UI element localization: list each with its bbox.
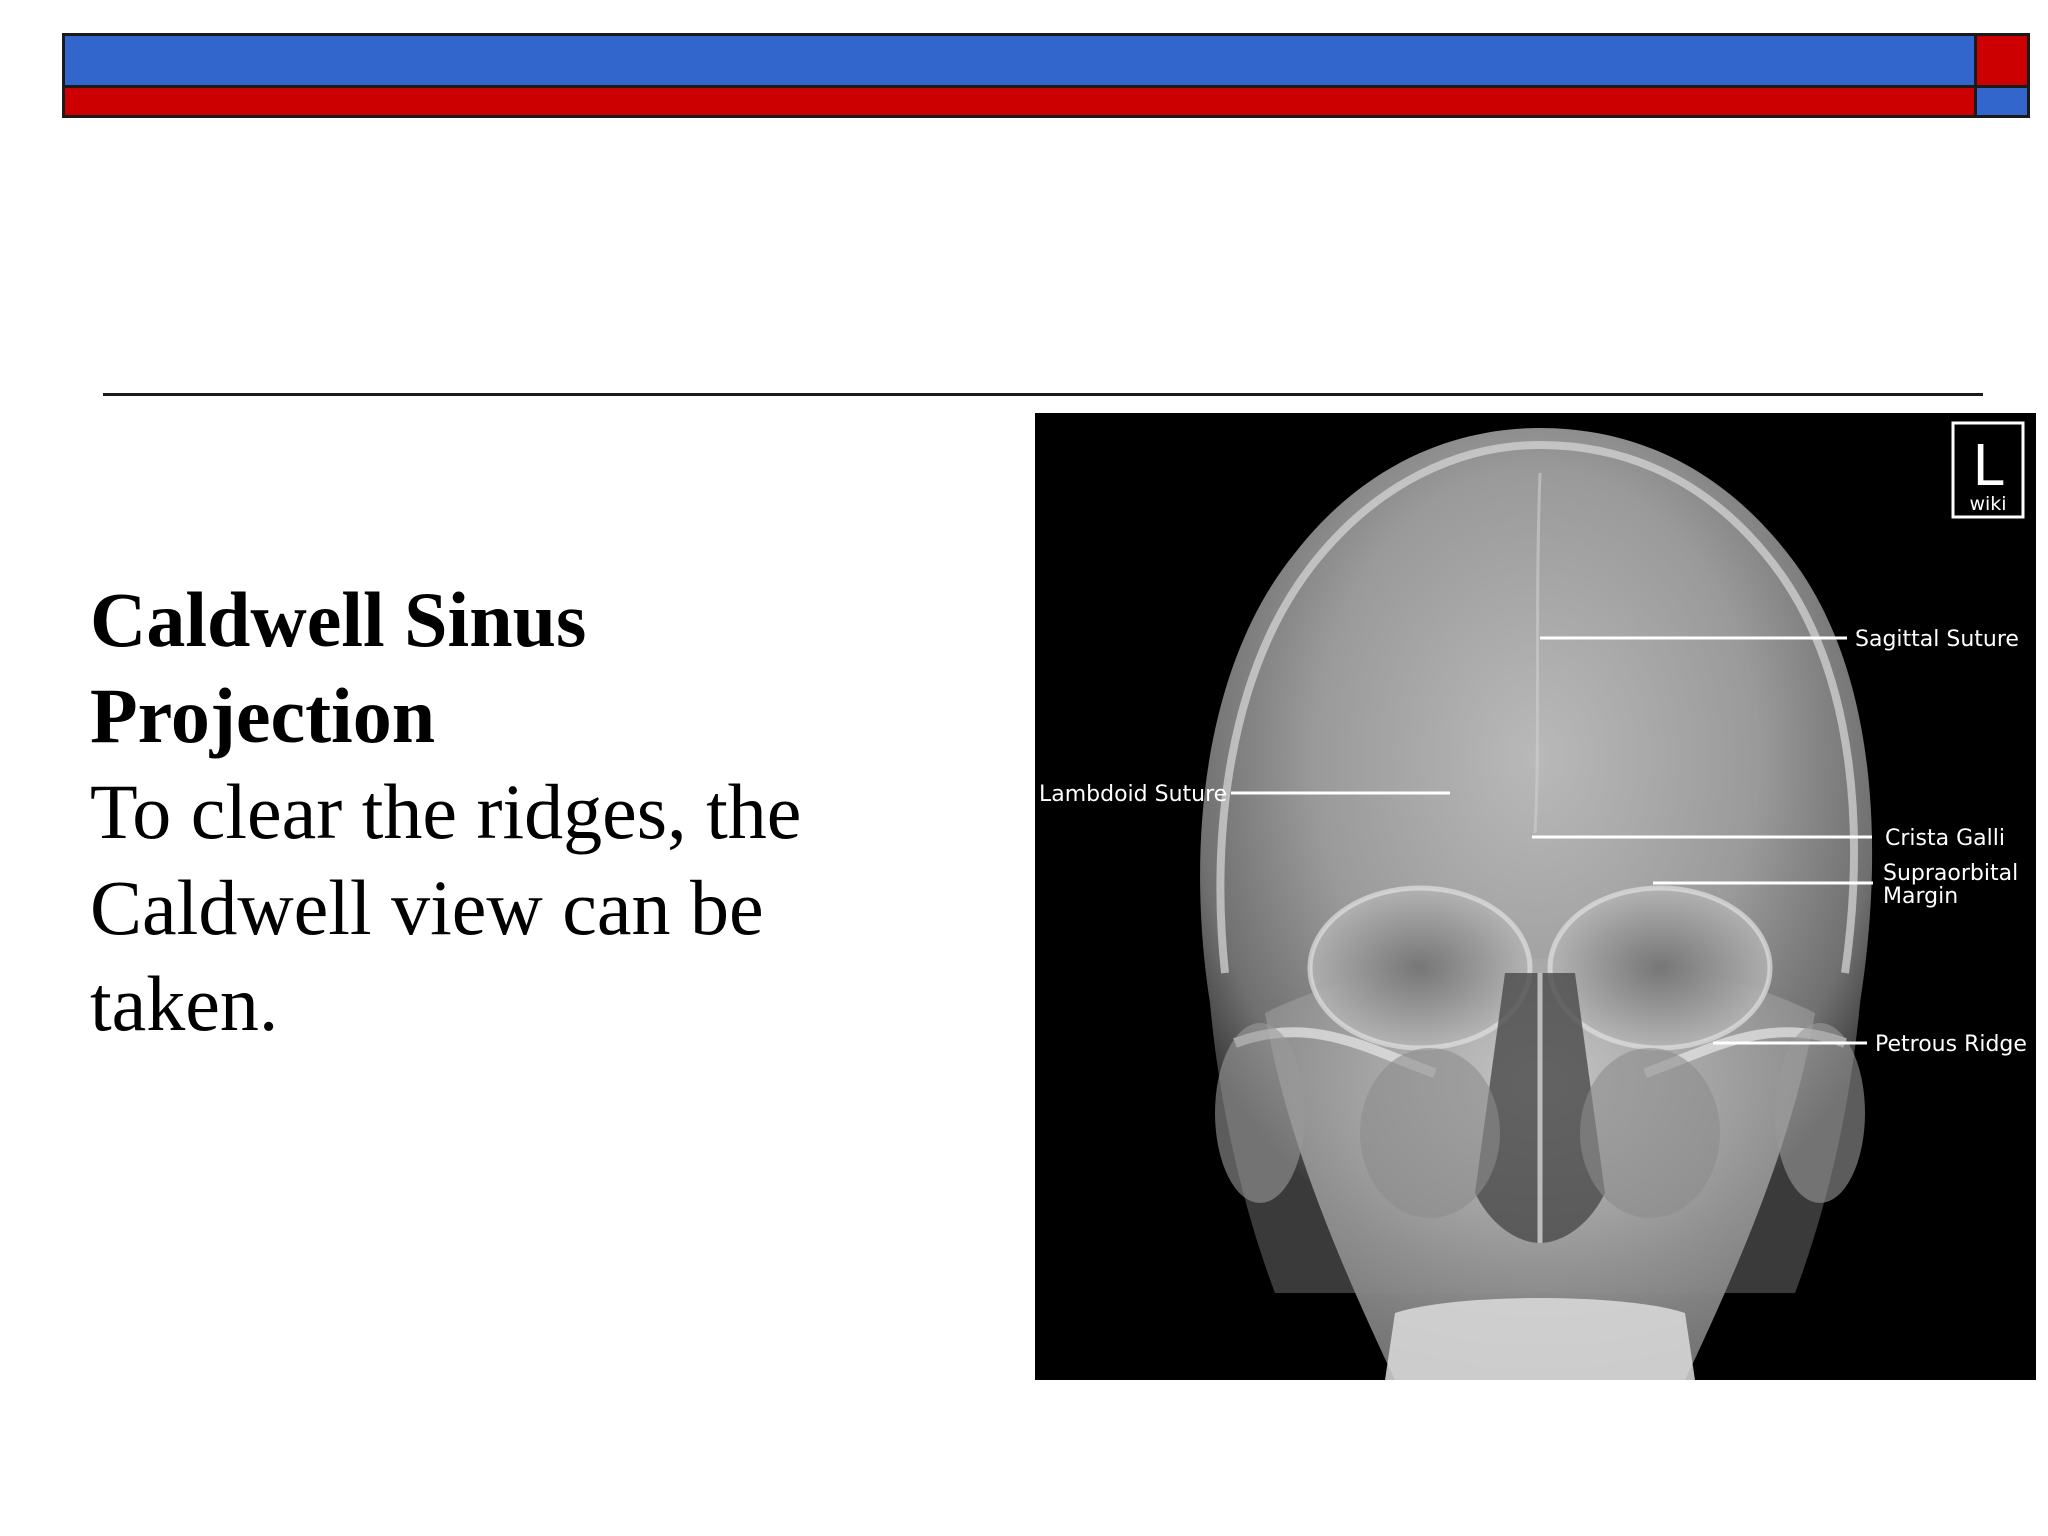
skull-xray-image	[1035, 413, 2036, 1380]
header-blue-bar	[62, 33, 1977, 88]
slide-body-line-1: To clear the ridges, the	[90, 768, 802, 855]
slide-body-line-2: Caldwell view can be	[90, 864, 764, 951]
label-supraorbital-line-1: Supraorbital	[1883, 861, 2019, 886]
slide-title-line-2: Projection	[90, 672, 436, 759]
label-supraorbital-line-2: Margin	[1883, 884, 1959, 909]
slide-text	[90, 572, 990, 1052]
radiopaedia-logo	[1953, 423, 2023, 517]
logo-letter: L	[1972, 434, 2004, 499]
label-sagittal-suture: Sagittal Suture	[1855, 627, 2019, 652]
header-blue-square	[1974, 85, 2030, 118]
skull-shape	[1200, 428, 1872, 1380]
label-crista-galli: Crista Galli	[1885, 826, 2005, 851]
title-divider	[103, 393, 1983, 396]
header-red-bar	[62, 85, 1977, 118]
slide-body-line-3: taken.	[90, 960, 279, 1047]
label-lambdoid-suture: Lambdoid Suture	[1039, 782, 1228, 807]
logo-text: wiki	[1969, 493, 2007, 515]
header-red-square	[1974, 33, 2030, 88]
label-petrous-ridge: Petrous Ridge	[1875, 1032, 2027, 1057]
slide-title-line-1: Caldwell Sinus	[90, 576, 587, 663]
